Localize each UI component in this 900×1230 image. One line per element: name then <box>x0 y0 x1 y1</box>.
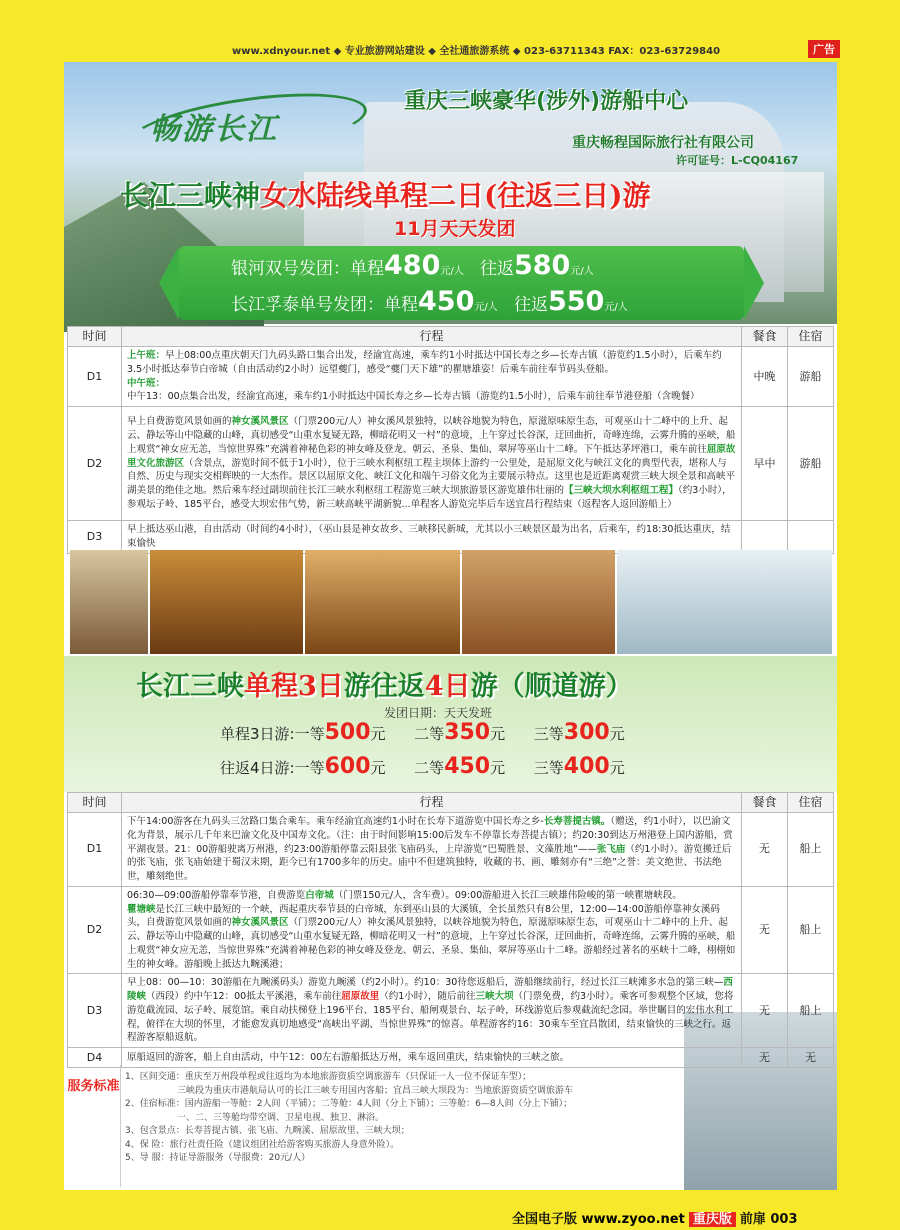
col-stay: 住宿 <box>788 793 834 813</box>
price-row <box>231 286 628 317</box>
footer <box>512 1208 798 1227</box>
price-value: 600 <box>324 754 371 779</box>
itinerary-text: 是长江三峡中最短的一个峡，西起重庆奉节县的白帝城，东到巫山县的大溪镇，全长虽然只有8公里，12:00—14:00游船停靠神女溪码头，自费游览风景如画的 <box>127 903 720 929</box>
itinerary-text: （含景点，游览时间不低于1小时），位于三峡水利枢纽工程主坝体上游约一公里处，是屈原文化与峡江文化的典型代表，堪称人与自然、历史与现实交相辉映的一大杰作。景区以屈原文化、峡江文化和端午习俗文化为主要展示特点。这里也是近距离观赏三峡大坝全景和高峡平湖美景的绝佳之地。然后乘车经过副坝前往长江三峡水利枢纽工程游览三峡大坝旅游景区游览雄伟壮丽的 <box>127 457 736 497</box>
segment-label: 中午班： <box>127 377 166 389</box>
photo-gallery <box>70 550 832 654</box>
price-unit: 元/人 <box>604 302 628 313</box>
price-unit: 元 <box>370 725 386 743</box>
highlight-text: 三峡大坝 <box>475 991 514 1003</box>
note-line: 5、导 服：持证导游服务（导服费：20元/人） <box>125 1153 311 1163</box>
note-line: 3、包含景点：长寿菩提古镇、张飞庙、九畹溪、屈原故里、三峡大坝； <box>125 1126 410 1136</box>
highlight-text: 瞿塘峡 <box>127 903 156 915</box>
price-unit: 元 <box>370 759 386 777</box>
itinerary-cell: 早上抵达巫山港，自由活动（时间约4小时），（巫山县是神女故乡、三峡移民新城，尤其以小三峡景区最为出名，后乘车，约18:30抵达重庆，结束愉快 <box>122 521 742 554</box>
table-row <box>68 347 834 407</box>
col-itinerary: 行程 <box>122 327 742 347</box>
meal-cell: 无 <box>742 1048 788 1068</box>
price-label: 二等 <box>414 759 445 777</box>
itinerary-text: 下午14:00游客在九码头三岔路口集合乘车。乘车经渝宜高速约1小时在长寿下道游览中国长寿之乡- <box>127 816 544 827</box>
itinerary-cell <box>122 407 742 521</box>
note-line: 1、区间交通：重庆至万州段单程或往返均为本地旅游资质空调旅游车（只保证一人一位不保证车型）； <box>125 1072 532 1082</box>
license-number: 许可证号：L-CQ04167 <box>676 154 799 167</box>
price-label: 三等 <box>533 759 564 777</box>
section2-title <box>136 664 633 703</box>
price-unit: 元 <box>490 725 506 743</box>
ad-badge: 广告 <box>808 40 840 58</box>
lounge-photo <box>150 550 303 654</box>
tour-title-part1: 长江三峡神 <box>120 179 261 212</box>
day-cell: D3 <box>68 974 122 1048</box>
price-label: 往返4日游:一等 <box>220 759 325 777</box>
price-label: 单程3日游:一等 <box>220 725 325 743</box>
note-line: 一、二、三等舱均带空调、卫星电视、独卫、淋浴。 <box>177 1112 385 1123</box>
page-number: 前扉 003 <box>739 1212 798 1227</box>
col-itinerary: 行程 <box>122 793 742 813</box>
col-meals: 餐食 <box>742 793 788 813</box>
return-label: 往返 <box>513 295 548 315</box>
itinerary-table-2 <box>67 792 834 1068</box>
itinerary-cell <box>122 347 742 407</box>
stay-cell: 游船 <box>788 407 834 521</box>
table-row <box>68 813 834 887</box>
day-cell: D3 <box>68 521 122 554</box>
departure-date: 发团日期：天天发班 <box>384 706 493 720</box>
meal-cell: 中晚 <box>742 347 788 407</box>
return-label: 往返 <box>479 259 514 279</box>
col-stay: 住宿 <box>788 327 834 347</box>
note-line: 三峡段为重庆市港航局认可的长江三峡专用国内客船；宜昌三峡大坝段为：当地旅游资质空调旅游车 <box>177 1085 574 1096</box>
section2-title-part: 单程3日 <box>244 671 344 702</box>
single-price: 450 <box>418 286 475 317</box>
highlight-text: 屈原故里 <box>341 991 380 1003</box>
company-name: 重庆畅程国际旅行社有限公司 <box>572 135 754 151</box>
col-time: 时间 <box>68 327 122 347</box>
day-cell: D4 <box>68 1048 122 1068</box>
day-cell: D1 <box>68 347 122 407</box>
departure-note: 11月天天发团 <box>394 218 516 240</box>
highlight-text: 【三峡大坝水利枢纽工程】 <box>564 485 679 497</box>
meal-cell: 无 <box>742 886 788 974</box>
itinerary-cell <box>122 813 742 887</box>
footer-label: 全国电子版 <box>512 1212 578 1227</box>
meal-cell <box>742 521 788 554</box>
hero-banner <box>64 62 837 324</box>
top-bar <box>0 36 900 60</box>
itinerary-text: （门票免费，约3小时）。乘客可参观整个区域，您将游览截流园、坛子岭、展览馆。乘自动扶梯登上196平台、185平台、船闸观景台、坛子岭，环线游览后参观截流纪念园。举世瞩目的宏伟水利工程，俯徉在大坝的怀里，才能愈发真切地感受“高峡出平湖、当惊世界殊”的惊喜。单程游客约16：30乘车至宜昌散团，结束愉快的三峡之行。返程游客原船返航。 <box>127 991 734 1044</box>
day-cell: D2 <box>68 407 122 521</box>
highlight-text: 神女溪风景区 <box>231 416 289 428</box>
price-unit: 元 <box>609 725 625 743</box>
itinerary-text: （约1小时）。游览搬迁后的张飞庙，张飞庙始建于蜀汉末期，距今已有1700多年的历史。庙中不但建筑独特，收藏的书、画、雕刻亦有“三绝”之誉：美文绝世、书法绝世，雕刻绝世。 <box>127 843 732 883</box>
itinerary-text: 早上自费游览风景如画的 <box>127 416 232 428</box>
logo-swoosh-icon <box>125 82 370 171</box>
segment-label: 上午班： <box>127 350 166 361</box>
logo <box>150 104 355 154</box>
ship-label: 银河双号发团：单程 <box>231 259 384 279</box>
stay-cell: 游船 <box>788 347 834 407</box>
service-standards-label: 服务标准 <box>67 1065 121 1187</box>
atrium-photo <box>617 550 832 654</box>
itinerary-text: （西段）约中午12：00抵太平溪港，乘车前往 <box>146 991 342 1003</box>
stay-cell <box>788 521 834 554</box>
section2-title-part: 游往返 <box>343 671 425 702</box>
itinerary-text: （门票200元/人）神女溪风景独特，以峡谷地貌为特色，原滋原味原生态，可观巫山十二峰中的上升、起云、静坛等山中隐藏的山峰，真切感受“山重水复疑无路，柳暗花明又一村”的意境，上午穿过长谷深，迂回曲折，奇峰连绵，云雾升腾的巫峡，船上观赏“神女应无恙，当惊世界殊”充满着神秘色彩的神女峰及登龙、朝云、圣泉、集仙、翠屏等巫山十二峰。游船经过著名的巫峡十二峰，栩栩如生的神女峰。游船晚上抵达九畹溪港； <box>127 917 736 970</box>
price-unit: 元/人 <box>570 266 594 277</box>
dining-photo <box>305 550 460 654</box>
highlight-text: 张飞庙 <box>596 843 626 855</box>
single-price: 480 <box>384 250 441 281</box>
col-meals: 餐食 <box>742 327 788 347</box>
logo-text: 畅游长江 <box>150 112 278 147</box>
service-standards-list <box>125 1071 745 1166</box>
price-label: 二等 <box>414 725 445 743</box>
price-band <box>179 246 744 320</box>
section2-banner <box>64 656 837 792</box>
note-line: 2、住宿标准：国内游船一等舱：2人间（平铺）；二等舱：4人间（分上下铺）；三等舱：6—8人间（分上下铺）； <box>125 1099 573 1109</box>
itinerary-text: （门票200元/人）神女溪风景独特，以峡谷地貌为特色，原滋原味原生态，可观巫山十二峰中的上升、起云、静坛等山中隐藏的山峰，真切感受“山重水复疑无路，柳暗花明又一村”的意境，上午穿过长谷深，迂回曲折，奇峰连绵，云雾升腾的巫峡，船上观赏“神女应无恙，当惊世界殊”充满着神秘色彩的神女峰及登龙、朝云、圣泉、集仙、翠屏等巫山十二峰。下午抵达茅坪港口，乘车前往 <box>127 416 736 455</box>
stay-cell: 船上 <box>788 974 834 1048</box>
tour-title-part2: 女水陆线单程二日(往返三日)游 <box>260 179 651 212</box>
section2-title-part: 长江三峡 <box>136 671 244 702</box>
itinerary-text: （约1小时），随后前往 <box>379 991 476 1003</box>
cabin-photo <box>70 550 148 654</box>
table-header-row <box>68 793 834 813</box>
itinerary-text: （赠送，约1小时），以巴渝文化为背景，展示几千年来巴渝文化及中国寿文化。（注：由于时间影响15:00后发车不停靠长寿菩提古镇）；约20:30到达万州港登上国内游船，赏平湖夜景。21：00游船驶离万州港，约23:00游船停靠云阳县张飞庙码头，上岸游览“巴蜀胜景、文藻胜地”—— <box>127 816 733 855</box>
table-row <box>68 886 834 974</box>
return-price: 580 <box>513 250 571 281</box>
itinerary-cell <box>122 886 742 974</box>
ship-label: 长江孚泰单号发团：单程 <box>231 295 418 315</box>
price-row <box>231 250 594 281</box>
table-header-row <box>68 327 834 347</box>
service-standards <box>67 1065 750 1187</box>
col-time: 时间 <box>68 793 122 813</box>
edition-badge: 重庆版 <box>689 1212 736 1227</box>
itinerary-text: 早上08：00—10：30游船在九畹溪码头）游览九畹溪（约2小时）。约10：30待您返船后，游船继续前行，经过长江三峡滩多水急的第三峡— <box>127 977 724 989</box>
highlight-text: 神女溪风景区 <box>231 917 289 929</box>
stay-cell: 船上 <box>788 813 834 887</box>
highlight-text: 长寿菩提古镇。 <box>543 816 611 827</box>
itinerary-table-1 <box>67 326 834 554</box>
price-value: 300 <box>563 720 610 745</box>
price-unit: 元/人 <box>474 302 498 313</box>
price-label: 三等 <box>533 725 564 743</box>
segment-text: 中午13：00点集合出发，经渝宜高速，乘车约1小时抵达中国长寿之乡—长寿古镇（游览约1.5小时），后乘车前往奉节港登船（含晚餐） <box>127 391 700 403</box>
price-value: 500 <box>324 720 371 745</box>
highlight-text: 屈原故里文化旅游区 <box>127 443 736 469</box>
table-row <box>68 407 834 521</box>
itinerary-cell: 原船返回的游客，船上自由活动，中午12：00左右游船抵达万州，乘车返回重庆，结束愉快的三峡之旅。 <box>122 1048 742 1068</box>
brochure-panel <box>64 62 837 1190</box>
table-row <box>68 974 834 1048</box>
bedroom-photo <box>462 550 615 654</box>
section2-title-part: 4日 <box>424 671 471 702</box>
stay-cell: 无 <box>788 1048 834 1068</box>
price-unit: 元 <box>609 759 625 777</box>
top-bar-text: www.xdnyour.net ◆ 专业旅游网站建设 ◆ 全社通旅游系统 ◆ 023-63711343 FAX：023-63729840 <box>232 46 721 57</box>
meal-cell: 无 <box>742 974 788 1048</box>
itinerary-cell <box>122 974 742 1048</box>
itinerary-text: 06:30—09:00游船停靠奉节港，自费游览 <box>127 889 306 901</box>
highlight-text: 白帝城 <box>305 889 334 901</box>
day-cell: D1 <box>68 813 122 887</box>
stay-cell: 船上 <box>788 886 834 974</box>
highlight-text: 西陵峡 <box>127 977 733 1003</box>
table-row <box>68 521 834 554</box>
price-value: 400 <box>563 754 610 779</box>
return-price: 550 <box>547 286 605 317</box>
day-cell: D2 <box>68 886 122 974</box>
price-value: 350 <box>444 720 491 745</box>
tour-title <box>120 174 651 214</box>
price-row <box>220 754 625 779</box>
price-row <box>220 720 625 745</box>
note-line: 4、保 险：旅行社责任险（建议组团社给游客购买旅游人身意外险）。 <box>125 1139 400 1150</box>
footer-url[interactable]: www.zyoo.net <box>581 1212 685 1227</box>
segment-text: 早上08:00点重庆朝天门九码头路口集合出发，经渝宜高速，乘车约1小时抵达中国长寿之乡—长寿古镇（游览约1.5小时），后乘车约3.5小时抵达奉节白帝城（自由活动约2小时）远望夔门，感受“夔门天下雄”的瞿塘雄姿！后乘车前往奉节码头登船。 <box>127 350 722 375</box>
price-unit: 元 <box>490 759 506 777</box>
section2-title-part: 游（顺道游） <box>470 671 633 702</box>
itinerary-text: （门票150元/人，含车费）。09:00游船进入长江三峡雄伟险峻的第一峡瞿塘峡段。 <box>333 889 682 901</box>
price-unit: 元/人 <box>440 266 464 277</box>
itinerary-text: （约3小时），参观坛子岭、185平台，感受大坝宏伟气势，新三峡高峡平湖新貌...单程客人游览完毕后车送宜昌行程结束（返程客人返回游船上） <box>127 485 732 510</box>
price-value: 450 <box>444 754 491 779</box>
meal-cell: 无 <box>742 813 788 887</box>
meal-cell: 早中 <box>742 407 788 521</box>
center-name: 重庆三峡豪华(涉外)游船中心 <box>404 89 689 114</box>
